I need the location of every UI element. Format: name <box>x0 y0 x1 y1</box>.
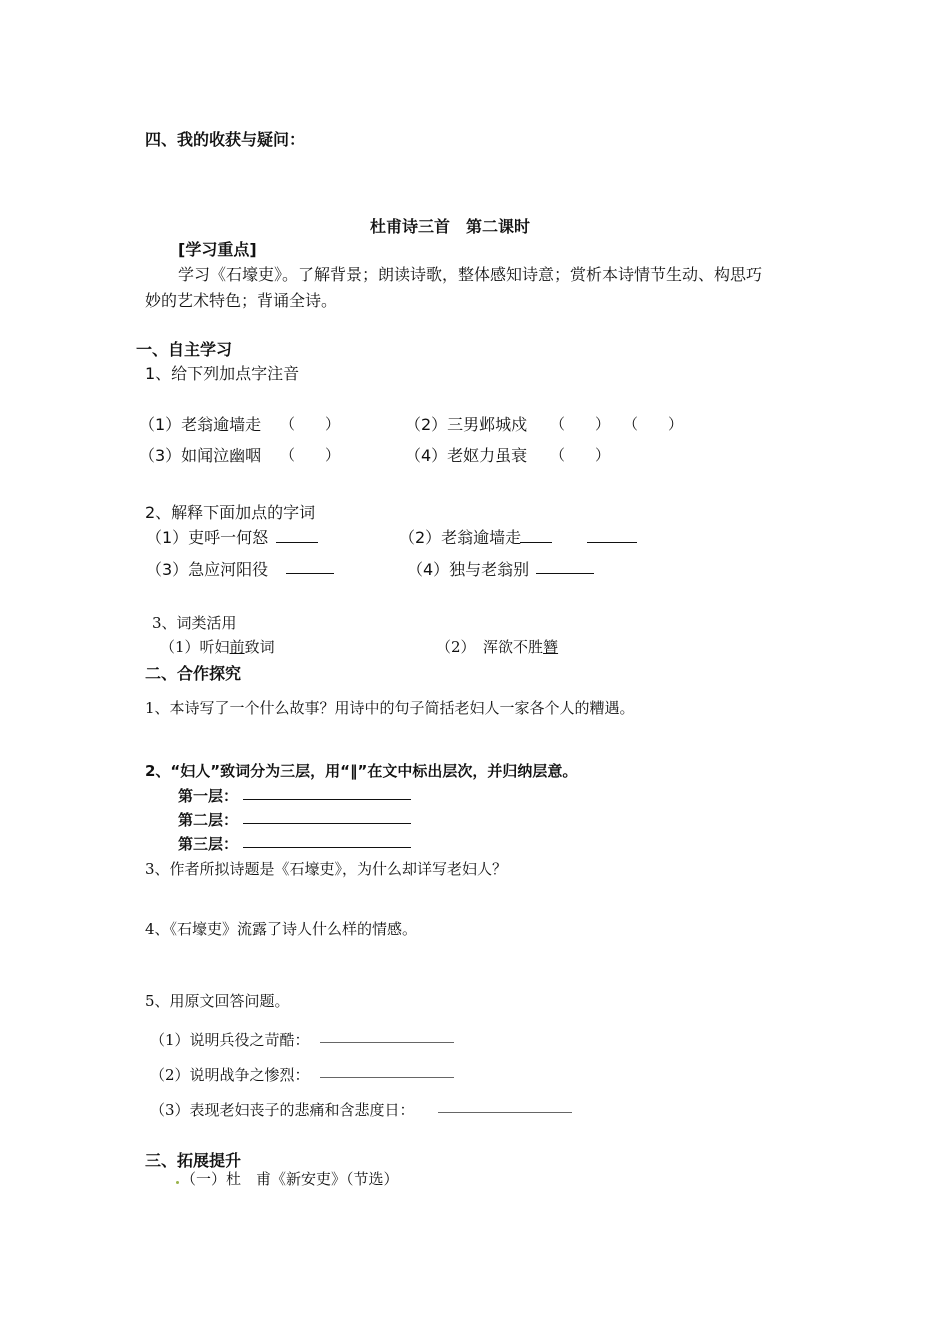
q2-title: 2、解释下面加点的字词 <box>145 503 316 522</box>
q1-item-4-paren[interactable]: （ ） <box>550 446 611 464</box>
q3-item-2-keyword: 簪 <box>543 638 559 656</box>
q2-item-3-label: （3）急应河阳役 <box>146 560 269 579</box>
q1-item-1 <box>139 412 261 435</box>
p2-q5-item-2-blank[interactable] <box>320 1063 454 1082</box>
q3-item-1 <box>160 636 275 657</box>
q2-item-4-label: （4）独与老翁别 <box>407 560 530 579</box>
part3-title: 三、拓展提升 <box>145 1151 242 1170</box>
q2-item-2-blank-2[interactable] <box>587 528 637 547</box>
part1-title: 一、自主学习 <box>136 340 233 359</box>
q3-title: 3、词类活用 <box>152 614 237 632</box>
q2-item-1-blank[interactable] <box>276 528 318 547</box>
lesson-title: 杜甫诗三首 第二课时 <box>370 217 531 236</box>
p2-q5-item-3-label: （3）表现老妇丧子的悲痛和含悲度日： <box>150 1101 415 1119</box>
q2-item-3-blank[interactable] <box>286 559 334 578</box>
q1-item-1-label: （1）老翁逾墙走 <box>139 415 262 434</box>
q1-item-3-label: （3）如闻泣幽咽 <box>139 446 262 465</box>
layer-1-label: 第一层： <box>178 787 239 805</box>
p2-q5-item-3-blank[interactable] <box>438 1098 572 1117</box>
section-4-title: 四、我的收获与疑问： <box>145 130 306 149</box>
q2-item-4-blank[interactable] <box>536 559 594 578</box>
part3-sub-text: （一）杜 甫《新安吏》（节选） <box>181 1170 399 1188</box>
layer-2-label: 第二层： <box>178 811 239 829</box>
q1-item-2-paren1[interactable]: （ ） <box>550 415 611 433</box>
q2-item-2-blank-1[interactable] <box>520 528 552 547</box>
q3-item-1-keyword: 前 <box>229 638 245 656</box>
q1-item-2-paren2[interactable]: （ ） <box>623 415 684 433</box>
q1-item-4-label: （4）老妪力虽衰 <box>405 446 528 465</box>
p2-q5-item-1-blank[interactable] <box>320 1028 454 1047</box>
q1-item-1-paren[interactable]: （ ） <box>280 415 341 433</box>
p2-q5-item-2-label: （2）说明战争之惨烈： <box>150 1066 310 1084</box>
focus-text-line1: 学习《石壕吏》。了解背景；朗读诗歌，整体感知诗意；赏析本诗情节生动、构思巧 <box>178 265 763 284</box>
q3-item-1-prefix: （1）听妇 <box>160 638 230 656</box>
p2-q5-item-1-label: （1）说明兵役之苛酷： <box>150 1031 310 1049</box>
q3-item-1-suffix: 致词 <box>244 638 275 656</box>
q3-item-2 <box>436 636 558 657</box>
q2-item-1-label: （1）吏呼一何怒 <box>146 528 269 547</box>
layer-3-label: 第三层： <box>178 835 239 853</box>
focus-label: [学习重点] <box>178 240 257 259</box>
marker-dot-icon <box>176 1181 179 1184</box>
layer-2-blank[interactable] <box>243 809 411 828</box>
q1-item-3-paren[interactable]: （ ） <box>280 446 341 464</box>
p2-q3: 3、作者所拟诗题是《石壕吏》，为什么却详写老妇人？ <box>145 860 508 878</box>
q2-item-2-label: （2）老翁逾墙走 <box>399 528 522 547</box>
p2-q2: 2、“妇人”致词分为三层，用“‖”在文中标出层次，并归纳层意。 <box>145 762 578 780</box>
layer-1-blank[interactable] <box>243 785 411 804</box>
q1-item-2-label: （2）三男邺城戍 <box>405 415 528 434</box>
q1-title: 1、给下列加点字注音 <box>145 364 300 383</box>
part3-sub <box>176 1168 399 1189</box>
part2-title: 二、合作探究 <box>145 664 242 683</box>
p2-q4: 4、《石壕吏》流露了诗人什么样的情感。 <box>145 920 418 938</box>
q3-item-2-prefix: （2） 浑欲不胜 <box>436 638 544 656</box>
p2-q5-title: 5、用原文回答问题。 <box>145 992 290 1010</box>
focus-text-line2: 妙的艺术特色；背诵全诗。 <box>145 291 338 310</box>
layer-3-blank[interactable] <box>243 833 411 852</box>
p2-q1: 1、本诗写了一个什么故事？用诗中的句子简括老妇人一家各个人的糟遇。 <box>145 699 635 717</box>
